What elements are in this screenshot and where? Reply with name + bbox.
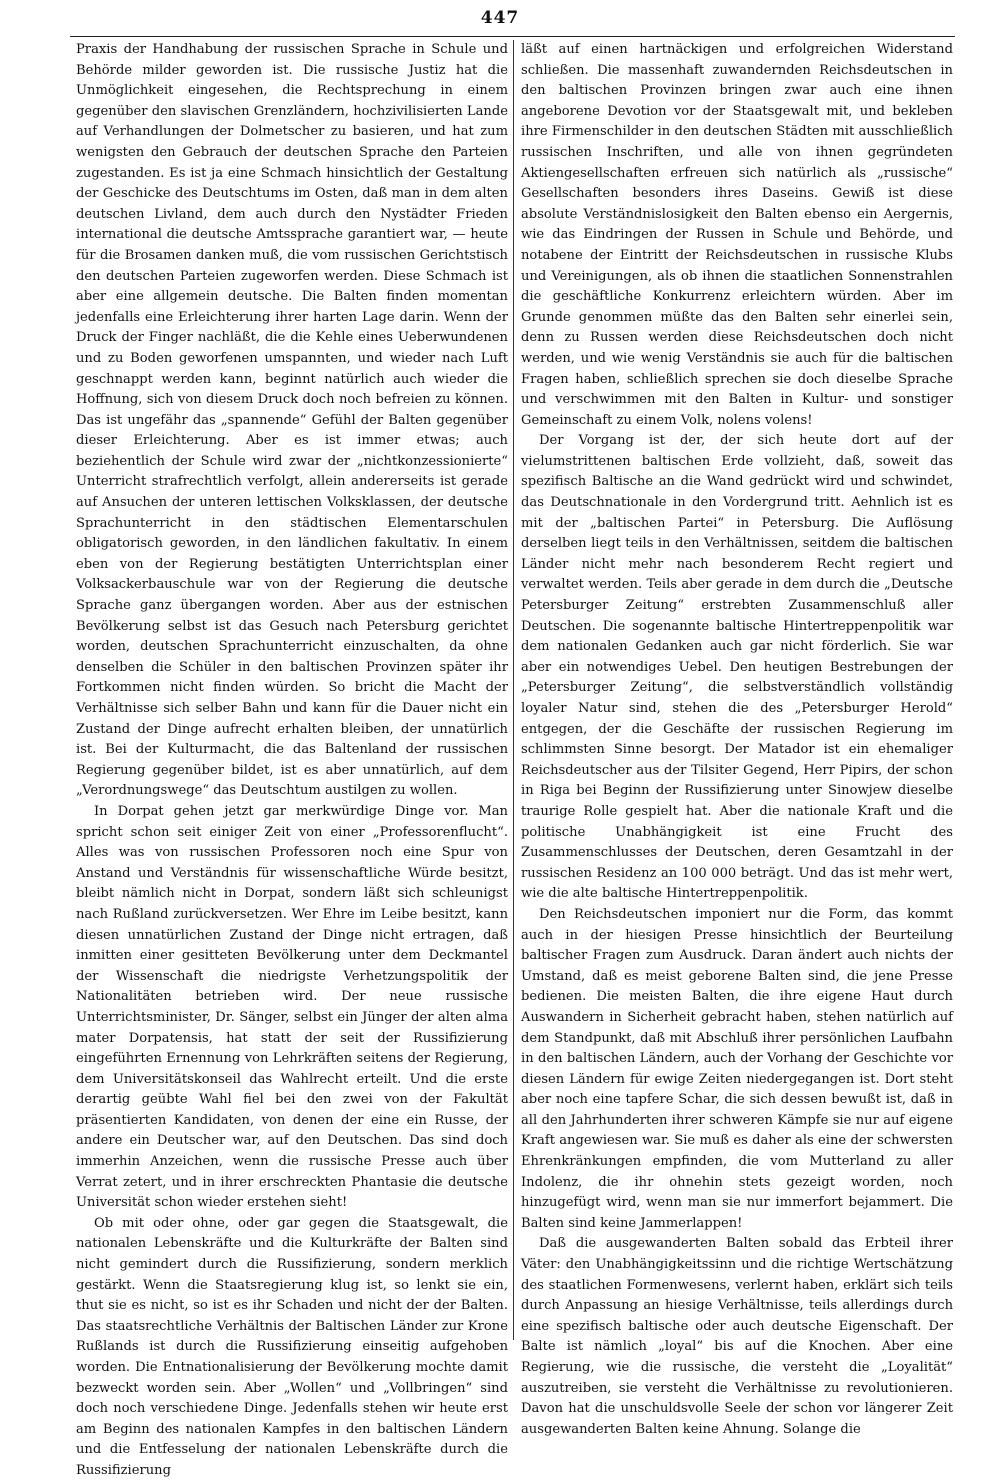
right-column [521, 40, 953, 1437]
paragraph: läßt auf einen hartnäckigen und erfolgreichen Widerstand schließen. Die massenhaft zuwandernden Reichsdeutschen in den baltischen Provinzen bringen zwar auch eine ihnen angeborene Devotion vor der Staatsgewalt mit, und bekleben ihre Firmenschilder in den deutschen Städten mit ausschließlich russischen Inschriften, und alle von ihnen gegründeten Aktiengesellschaften erfreuen sich natürlich als „russische“ Gesellschaften besonders ihres Daseins. Gewiß ist diese absolute Verständnislosigkeit den Balten ebenso ein Aergernis, wie das Eindringen der Russen in Schule und Behörde, und notabene der Eintritt der Reichsdeutschen in russische Klubs und Vereinigungen, als ob ihnen die staatlichen Sonnenstrahlen die geschäftliche Konkurrenz erleichtern würden. Aber im Grunde genommen müßte das den Balten sehr einerlei sein, denn zu Russen werden diese Reichsdeutschen doch nicht werden, und wie wenig Verständnis sie auch für die baltischen Fragen haben, schließlich sprechen sie doch dieselbe Sprache und verschwimmen mit den Balten in Kultur- und sonstiger Gemeinschaft zu einem Volk, nolens volens! [521, 42, 953, 428]
header-rule [70, 36, 955, 37]
paragraph: In Dorpat gehen jetzt gar merkwürdige Dinge vor. Man spricht schon seit einiger Zeit von einer „Professorenflucht“. Alles was von russischen Professoren noch eine Spur von Anstand und Verständnis für wissenschaftliche Würde besitzt, bleibt nämlich nicht in Dorpat, sondern läßt sich schleunigst nach Rußland zurückversetzen. Wer Ehre im Leibe besitzt, kann diesen unnatürlichen Zustand der Dinge nicht ertragen, daß inmitten einer gesitteten Bevölkerung unter dem Deckmantel der Wissenschaft die niedrigste Verhetzungspolitik der Nationalitäten betrieben wird. Der neue russische Unterrichtsminister, Dr. Sänger, selbst ein Jünger der alten alma mater Dorpatensis, hat statt der seit der Russifizierung eingeführten Ernennung von Lehrkräften seitens der Regierung, dem Universitätskonseil das Wahlrecht erteilt. Und die erste derartig geübte Wahl fiel bei den zwei von der Fakultät präsentierten Kandidaten, von denen der eine ein Russe, der andere ein Deutscher war, auf den Deutschen. Das sind doch immerhin Anzeichen, wenn die russische Presse auch über Verrat zetert, und in ihrer erschreckten Phantasie die deutsche Universität schon wieder erstehen sieht! [76, 803, 508, 1211]
column-divider [513, 40, 514, 1340]
left-column [76, 40, 508, 1478]
paragraph: Praxis der Handhabung der russischen Sprache in Schule und Behörde milder geworden ist. Die russische Justiz hat die Unmöglichkeit eingesehen, die Rechtsprechung in einem gegenüber den slavischen Grenzländern, hochzivilisierten Lande auf Verhandlungen der Dolmetscher zu basieren, und hat zum wenigsten den Gebrauch der deutschen Sprache den Parteien zugestanden. Es ist ja eine Schmach hinsichtlich der Gestaltung der Geschicke des Deutschtums im Osten, daß man in dem alten deutschen Livland, dem auch durch den Nystädter Frieden international die deutsche Amtssprache garantiert war, — heute für die Brosamen danken muß, die vom russischen Gerichtstisch den deutschen Parteien zugeworfen werden. Diese Schmach ist aber eine allgemein deutsche. Die Balten finden momentan jedenfalls eine Erleichterung ihrer harten Lage darin. Wenn der Druck der Finger nachläßt, die die Kehle eines Ueberwundenen und zu Boden geworfenen umspannten, und wieder nach Luft geschnappt werden kann, beginnt natürlich auch wieder die Hoffnung, sich von diesem Druck doch noch befreien zu können. Das ist ungefähr das „spannende“ Gefühl der Balten gegenüber dieser Erleichterung. Aber es ist immer etwas; auch beziehentlich der Schule wird zwar der „nichtkonzessionierte“ Unterricht strafrechtlich verfolgt, allein andererseits ist gerade auf Ansuchen der unteren lettischen Volksklassen, der deutsche Sprachunterricht in den städtischen Elementarschulen obligatorisch geworden, in den ländlichen fakultativ. In einem eben von der Regierung bestätigten Unterrichtsplan einer Volksackerbauschule war von der Regierung die deutsche Sprache ganz übergangen worden. Aber aus der estnischen Bevölkerung selbst ist das Gesuch nach Petersburg gerichtet worden, deutschen Sprachunterricht einzuschalten, da ohne denselben die Schüler in den baltischen Provinzen später ihr Fortkommen nicht finden würden. So bricht die Macht der Verhältnisse sich selber Bahn und kann für die Dauer nicht ein Zustand der Dinge aufrecht erhalten bleiben, der unnatürlich ist. Bei der Kulturmacht, die das Baltenland der russischen Regierung gegenüber bildet, ist es aber unnatürlich, auf dem „Verordnungswege“ das Deutschtum austilgen zu wollen. [76, 42, 508, 799]
paragraph: Der Vorgang ist der, der sich heute dort auf der vielumstrittenen baltischen Erde vollzieht, daß, soweit das spezifisch Baltische an die Wand gedrückt wird und schwindet, das Deutschnationale in den Vordergrund tritt. Aehnlich ist es mit der „baltischen Partei“ in Petersburg. Die Auflösung derselben liegt teils in den Verhältnissen, seitdem die baltischen Länder nicht mehr nach besonderem Recht regiert und verwaltet werden. Teils aber gerade in dem durch die „Deutsche Petersburger Zeitung“ erstrebten Zusammenschluß aller Deutschen. Die sogenannte baltische Hintertreppenpolitik war dem nationalen Gedanken auch gar nicht förderlich. Sie war aber ein notwendiges Uebel. Den heutigen Bestrebungen der „Petersburger Zeitung“, die selbstverständlich vollständig loyaler Natur sind, stehen die des „Petersburger Herold“ entgegen, der die Geschäfte der russischen Regierung im schlimmsten Sinne besorgt. Der Matador ist ein ehemaliger Reichsdeutscher aus der Tilsiter Gegend, Herr Pipirs, der schon in Riga bei Beginn der Russifizierung unter Sinowjew dieselbe traurige Rolle gespielt hat. Aber die nationale Kraft und die politische Unabhängigkeit ist eine Frucht des Zusammenschlusses der Deutschen, deren Gesamtzahl in der russischen Residenz an 100 000 beträgt. Und das ist mehr wert, wie die alte baltische Hintertreppenpolitik. [521, 433, 953, 902]
paragraph: Daß die ausgewanderten Balten sobald das Erbteil ihrer Väter: den Unabhängigkeitssinn und die richtige Wertschätzung des staatlichen Formenwesens, verlernt haben, erklärt sich teils durch Anpassung an hiesige Verhältnisse, teils allerdings durch eine spezifisch baltische oder auch deutsche Eigenschaft. Der Balte ist nämlich „loyal“ bis auf die Knochen. Aber eine Regierung, wie die russische, die versteht die „Loyalität“ auszutreiben, sie versteht die Verhältnisse zu revolutionieren. Davon hat die unschuldsvolle Seele der schon vor längerer Zeit ausgewanderten Balten keine Ahnung. Solange die [521, 1236, 953, 1437]
page-number: 447 [480, 8, 520, 28]
paragraph: Den Reichsdeutschen imponiert nur die Form, das kommt auch in der hiesigen Presse hinsichtlich der Beurteilung baltischer Fragen zum Ausdruck. Daran ändert auch nichts der Umstand, daß es meist geborene Balten sind, die jene Presse bedienen. Die meisten Balten, die ihre eigene Haut durch Auswandern in Sicherheit gebracht haben, stehen natürlich auf dem Standpunkt, daß mit Abschluß ihrer persönlichen Laufbahn in den baltischen Ländern, auch der Vorhang der Geschichte vor diesen Ländern für ewige Zeiten niedergegangen ist. Dort steht aber noch eine tapfere Schar, die sich dessen bewußt ist, daß in all den Jahrhunderten ihrer schweren Kämpfe sie nur auf eigene Kraft angewiesen war. Sie muß es daher als eine der schwersten Ehrenkränkungen empfinden, die vom Mutterland zu aller Indolenz, die ihr ohnehin stets gezeigt worden, noch hinzugefügt wird, wenn man sie nur immerfort bejammert. Die Balten sind keine Jammerlappen! [521, 906, 953, 1231]
paragraph: Ob mit oder ohne, oder gar gegen die Staatsgewalt, die nationalen Lebenskräfte und die Kulturkräfte der Balten sind nicht gemindert durch die Russifizierung, sondern merklich gestärkt. Wenn die Staatsregierung klug ist, so lenkt sie ein, thut sie es nicht, so ist es ihr Schaden und nicht der der Balten. Das staatsrechtliche Verhältnis der Baltischen Länder zur Krone Rußlands ist durch die Russifizierung einseitig aufgehoben worden. Die Entnationalisierung der Bevölkerung mochte damit bezweckt worden sein. Aber „Wollen“ und „Vollbringen“ sind doch noch verschiedene Dinge. Jedenfalls stehen wir heute erst am Beginn des nationalen Kampfes in den baltischen Ländern und die Entfesselung der nationalen Lebenskräfte durch die Russifizierung [76, 1215, 508, 1478]
